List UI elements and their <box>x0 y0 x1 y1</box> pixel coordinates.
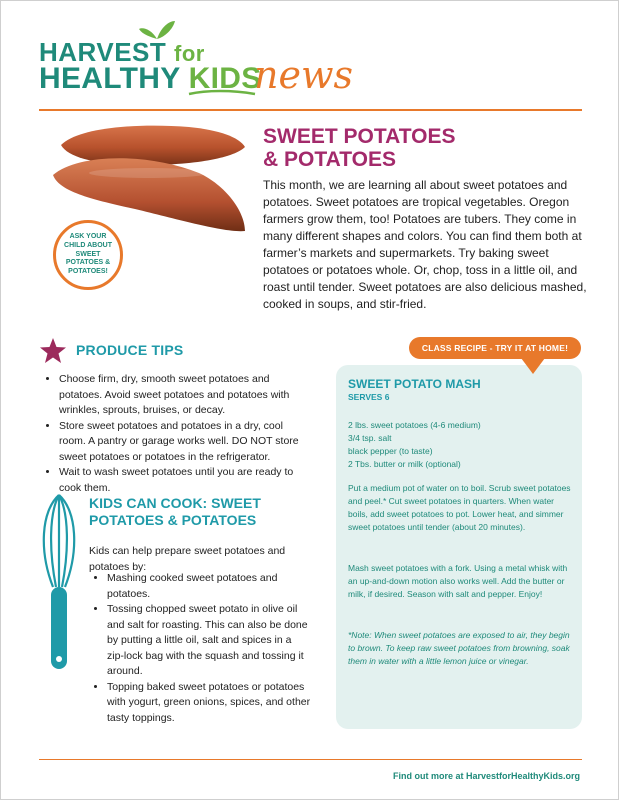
list-item: 3/4 tsp. salt <box>348 432 392 443</box>
logo-swoosh-icon <box>187 88 257 98</box>
logo-healthy: HEALTHY <box>39 62 180 95</box>
ask-your-child-badge <box>53 220 123 290</box>
list-item: • Choose firm, dry, smooth sweet potatoes and potatoes. Avoid sweet potatoes and potatoes with wrinkles, sprouts, bruises, or decay. <box>59 372 311 419</box>
list-item: • Wait to wash sweet potatoes until you are ready to cook them. <box>59 465 311 496</box>
title-line-1: SWEET POTATOES <box>263 125 456 148</box>
header-divider <box>39 109 582 111</box>
class-recipe-label: CLASS RECIPE - TRY IT AT HOME! <box>421 343 569 353</box>
footer-link-text: Find out more at HarvestforHealthyKids.org <box>392 771 580 781</box>
list-item: 2 lbs. sweet potatoes (4-6 medium) <box>348 420 481 430</box>
page-title <box>263 125 593 171</box>
list-item: • Tossing chopped sweet potato in olive oil and salt for roasting. This can also be done by putting a little oil, salt and spices in a zip-lock bag with the squash and tossing it around. <box>107 602 311 680</box>
list-item: • Store sweet potatoes and potatoes in a dry, cool room. A pantry or garage works well. DO NOT store sweet potatoes or potatoes in the refrigerator. <box>59 419 311 466</box>
recipe-step-2: Mash sweet potatoes with a fork. Using a metal whisk with an up-and-down motion also works well. Add the butter or milk, if desired. Season with salt and pepper. Enjoy! <box>348 563 568 599</box>
recipe-tab-pointer <box>521 358 545 374</box>
recipe-title: SWEET POTATO MASH <box>348 377 481 391</box>
recipe-serves: SERVES 6 <box>348 392 390 402</box>
logo-kids: KIDS <box>188 62 262 95</box>
class-recipe-tab <box>409 337 581 359</box>
title-line-2: & POTATOES <box>263 148 397 172</box>
list-item: black pepper (to taste) <box>348 445 433 456</box>
kids-can-cook-heading: KIDS CAN COOK: SWEET POTATOES & POTATOES <box>89 495 261 528</box>
logo-harvest: HARVEST <box>39 37 167 67</box>
ingredients-list <box>348 419 574 471</box>
produce-tips-list <box>39 372 311 496</box>
footer-divider <box>39 759 582 760</box>
whisk-icon <box>37 491 81 671</box>
logo-for: for <box>174 41 205 66</box>
logo-news: news <box>254 53 353 97</box>
badge-text: ASK YOUR CHILD ABOUT SWEET POTATOES & POTATOES! <box>64 233 112 276</box>
kids-can-cook-list <box>89 571 311 726</box>
produce-tips-heading: PRODUCE TIPS <box>76 342 184 358</box>
list-item: 2 Tbs. butter or milk (optional) <box>348 458 461 469</box>
list-item: • Topping baked sweet potatoes or potatoes with yogurt, green onions, spices, and other tasty toppings. <box>107 680 311 727</box>
kids-can-cook-intro: Kids can help prepare sweet potatoes and potatoes by: <box>89 545 286 573</box>
recipe-note: *Note: When sweet potatoes are exposed to air, they begin to brown. To keep raw sweet potatoes from browning, soak them in water with a little lemon juice or vinegar. <box>348 630 570 666</box>
list-item: • Mashing cooked sweet potatoes and potatoes. <box>107 571 311 602</box>
star-icon <box>39 337 67 365</box>
intro-paragraph: This month, we are learning all about sweet potatoes and potatoes. Sweet potatoes are tropical vegetables. Oregon farmers grow them, too! Potatoes are tubers. They come in many different shapes and colors. You can find them both at farmer’s markets and supermarkets. Try baking sweet potatoes or potatoes whole. Or, chop, toss in a little oil, and roast until tender. Sweet potatoes are also delicious mashed, cooked in soups, and stir-fried. <box>263 178 587 312</box>
recipe-step-1: Put a medium pot of water on to boil. Scrub sweet potatoes and peel.* Cut sweet potatoes in quarters. When water boils, add sweet potatoes to pot. Lower heat, and simmer sweet potatoes until tender (about 20 minutes). <box>348 483 571 532</box>
